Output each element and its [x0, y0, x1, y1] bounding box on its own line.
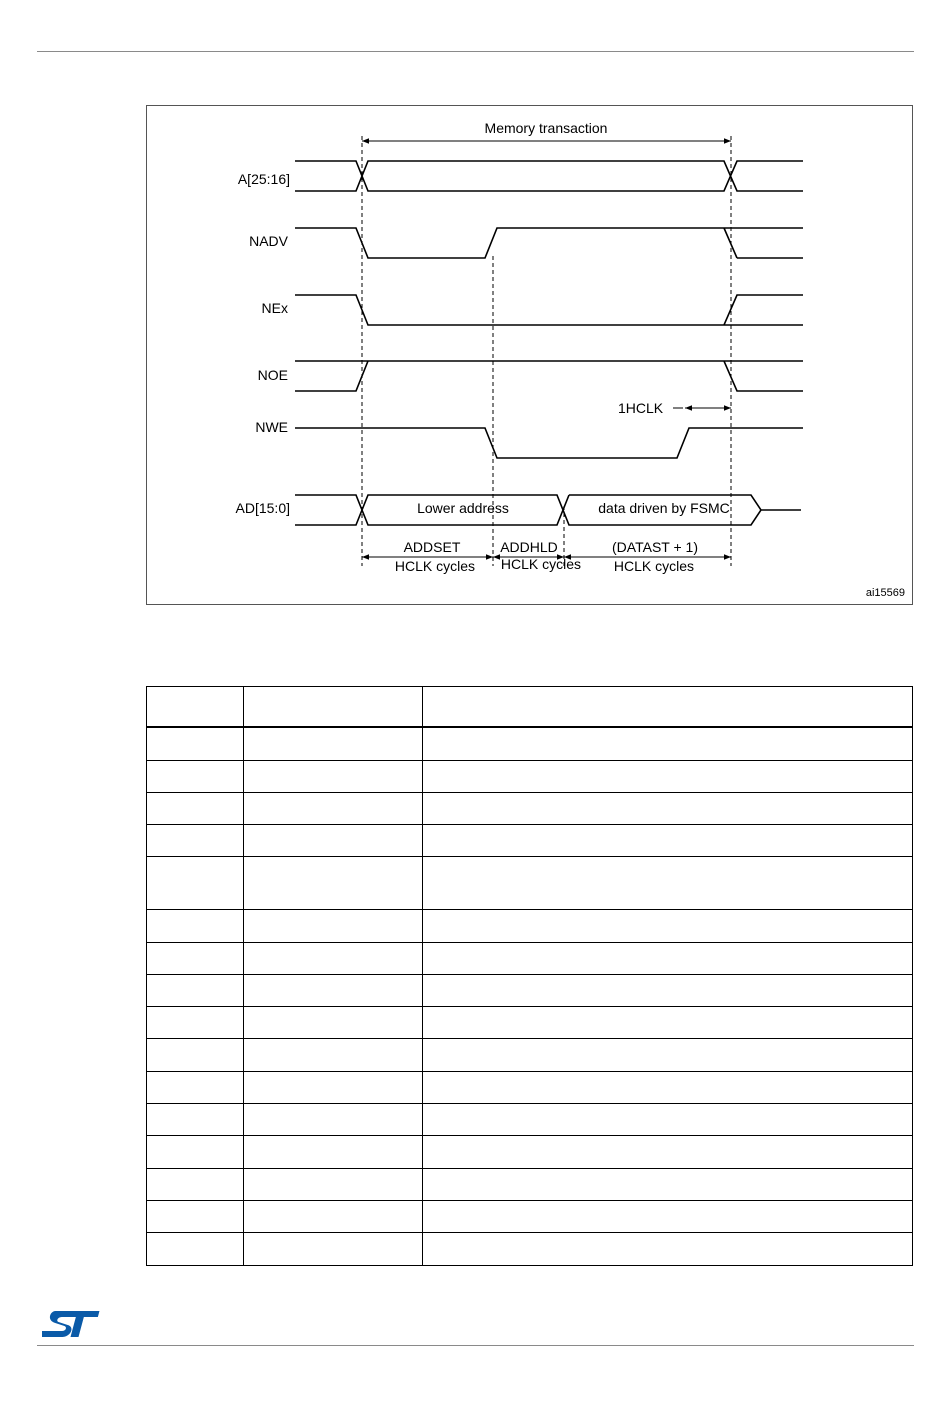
a-bus-waveform: [295, 161, 803, 191]
parameter-table: [146, 686, 913, 1266]
table-row: [147, 792, 912, 793]
timing-diagram: [147, 106, 914, 606]
nadv-waveform: [295, 228, 803, 258]
signal-label-nex: NEx: [261, 300, 288, 316]
table-row: [147, 1006, 912, 1007]
bus-label-lower-address: Lower address: [417, 500, 509, 516]
table-row: [147, 974, 912, 975]
st-logo-icon: [42, 1309, 102, 1339]
noe-waveform: [295, 361, 803, 391]
header-rule: [37, 51, 914, 52]
signal-label-nadv: NADV: [249, 233, 288, 249]
table-row: [147, 1103, 912, 1104]
timing-diagram-figure: [146, 105, 913, 605]
signal-label-noe: NOE: [257, 367, 288, 383]
table-row: [147, 1168, 912, 1169]
table-row: [147, 1232, 912, 1233]
table-row: [147, 856, 912, 857]
figure-id: ai15569: [865, 587, 905, 599]
table-row: [147, 1038, 912, 1039]
signal-label-ad: AD[15:0]: [235, 500, 290, 516]
table-row: [147, 1135, 912, 1136]
table-column-divider-2: [422, 687, 423, 1265]
hclk-label: 1HCLK: [618, 400, 664, 416]
signal-label-nwe: NWE: [255, 419, 288, 435]
table-row: [147, 760, 912, 761]
table-column-divider-1: [243, 687, 244, 1265]
table-row: [147, 909, 912, 910]
table-row: [147, 1071, 912, 1072]
datast-cycles-label: HCLK cycles: [613, 558, 695, 574]
memory-transaction-label: Memory transaction: [484, 120, 608, 136]
addhld-cycles-label: HCLK cycles: [500, 556, 582, 572]
table-row: [147, 824, 912, 825]
addhld-label: ADDHLD: [500, 539, 558, 555]
addset-label: ADDSET: [403, 539, 461, 555]
table-row: [147, 1200, 912, 1201]
nwe-waveform: [295, 428, 803, 458]
footer-rule: [37, 1345, 914, 1346]
datast-label: (DATAST + 1): [612, 539, 698, 555]
table-header-row: [147, 687, 912, 728]
nex-waveform: [295, 295, 803, 325]
table-row: [147, 942, 912, 943]
addset-cycles-label: HCLK cycles: [394, 558, 476, 574]
bus-label-data-driven: data driven by FSMC: [598, 500, 730, 516]
signal-label-a: A[25:16]: [237, 171, 290, 187]
